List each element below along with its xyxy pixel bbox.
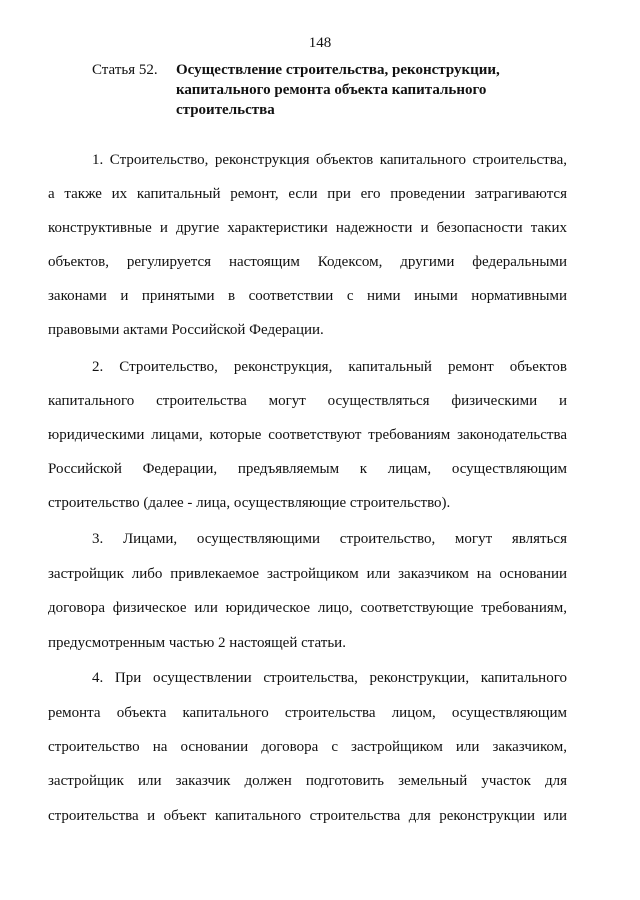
- body-line: конструктивные и другие характеристики надежности и безопасности таких: [48, 220, 567, 236]
- body-line: 2. Строительство, реконструкция, капитальный ремонт объектов: [92, 359, 567, 375]
- body-line: предусмотренным частью 2 настоящей статьи.: [48, 635, 346, 651]
- body-line: 4. При осуществлении строительства, реконструкции, капитального: [92, 670, 567, 686]
- body-line: строительство на основании договора с застройщиком или заказчиком,: [48, 739, 567, 755]
- page-number: 148: [308, 35, 332, 51]
- body-line: Российской Федерации, предъявляемым к лицам, осуществляющим: [48, 461, 567, 477]
- body-line: а также их капитальный ремонт, если при его проведении затрагиваются: [48, 186, 567, 202]
- body-line: договора физическое или юридическое лицо, соответствующие требованиям,: [48, 600, 567, 616]
- body-line: законами и принятыми в соответствии с ними иными нормативными: [48, 288, 567, 304]
- body-line: капитального строительства могут осуществляться физическими и: [48, 393, 567, 409]
- body-line: строительство (далее - лица, осуществляющие строительство).: [48, 495, 451, 511]
- body-line: 3. Лицами, осуществляющими строительство, могут являться: [92, 531, 567, 547]
- body-line: ремонта объекта капитального строительства лицом, осуществляющим: [48, 705, 567, 721]
- article-title-line: Осуществление строительства, реконструкции,: [176, 62, 500, 78]
- body-line: застройщик или заказчик должен подготовить земельный участок для: [48, 773, 567, 789]
- body-line: строительства и объект капитального строительства для реконструкции или: [48, 808, 567, 824]
- article-title-line: строительства: [176, 102, 275, 118]
- body-line: застройщик либо привлекаемое застройщиком или заказчиком на основании: [48, 566, 567, 582]
- article-title-line: капитального ремонта объекта капитального: [176, 82, 487, 98]
- body-line: правовыми актами Российской Федерации.: [48, 322, 324, 338]
- article-title: [176, 60, 576, 120]
- body-line: объектов, регулируется настоящим Кодексом, другими федеральными: [48, 254, 567, 270]
- article-label: Статья 52.: [92, 62, 158, 78]
- body-line: 1. Строительство, реконструкция объектов капитального строительства,: [92, 152, 567, 168]
- body-line: юридическими лицами, которые соответствуют требованиям законодательства: [48, 427, 567, 443]
